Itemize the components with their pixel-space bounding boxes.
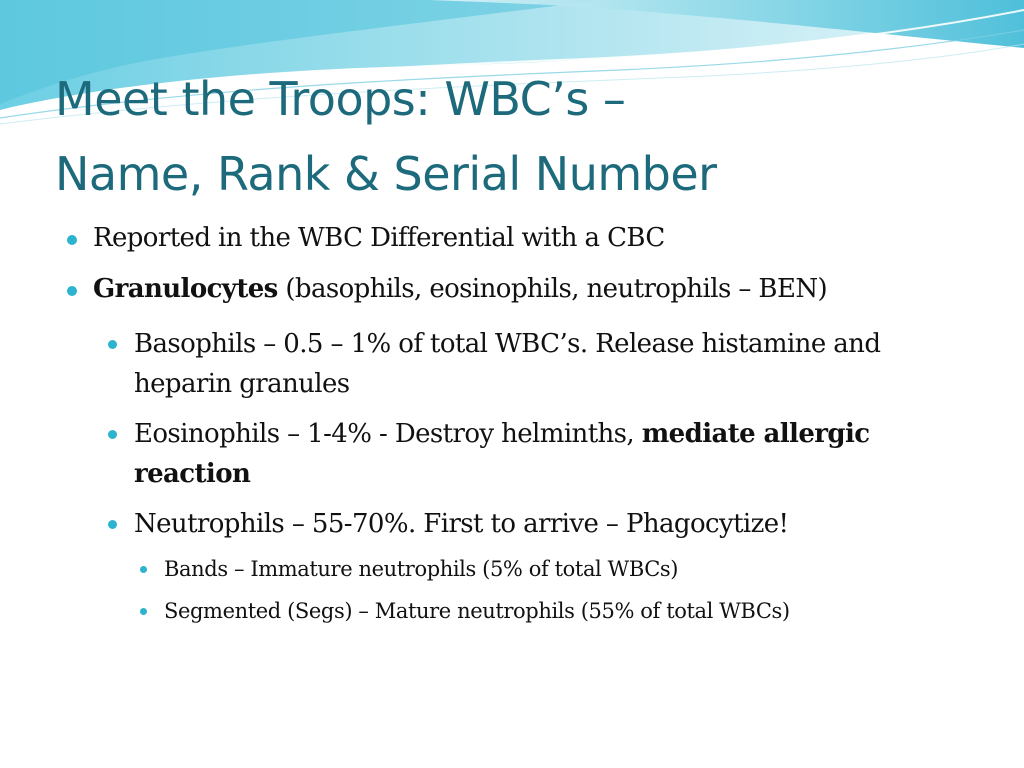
bullet-icon (140, 608, 147, 615)
bullet-item-eosinophils (62, 414, 982, 494)
bullet-icon (108, 520, 117, 529)
bullet-bold-text: mediate allergic reaction (134, 419, 870, 489)
bullet-item-wbc-differential (62, 222, 982, 255)
slide-title-line-2: Name, Rank & Serial Number (55, 147, 717, 201)
bullet-text: (basophils, eosinophils, neutrophils – BEN) (277, 274, 828, 304)
bullet-item-bands (62, 554, 982, 584)
bullet-item-granulocytes (62, 273, 982, 306)
bullet-item-segs (62, 596, 982, 626)
slide-title-line-1: Meet the Troops: WBC’s – (55, 72, 626, 126)
bullet-icon (67, 235, 77, 245)
bullet-text: Basophils – 0.5 – 1% of total WBC’s. Release histamine and heparin granules (134, 329, 881, 399)
slide-title (55, 62, 995, 212)
bullet-bold-text: Granulocytes (93, 274, 278, 304)
bullet-item-neutrophils (62, 504, 982, 544)
bullet-text: Eosinophils – 1-4% - Destroy helminths, (134, 419, 642, 449)
bullet-icon (108, 430, 117, 439)
bullet-text: Bands – Immature neutrophils (5% of total WBCs) (164, 557, 679, 581)
bullet-list (62, 222, 982, 626)
bullet-text: Reported in the WBC Differential with a CBC (93, 223, 665, 253)
bullet-text: Neutrophils – 55-70%. First to arrive – Phagocytize! (134, 509, 789, 539)
bullet-item-basophils (62, 324, 982, 404)
bullet-icon (140, 566, 147, 573)
bullet-icon (108, 340, 117, 349)
bullet-text: Segmented (Segs) – Mature neutrophils (55% of total WBCs) (164, 599, 790, 623)
slide-body (62, 222, 982, 638)
bullet-icon (67, 286, 77, 296)
